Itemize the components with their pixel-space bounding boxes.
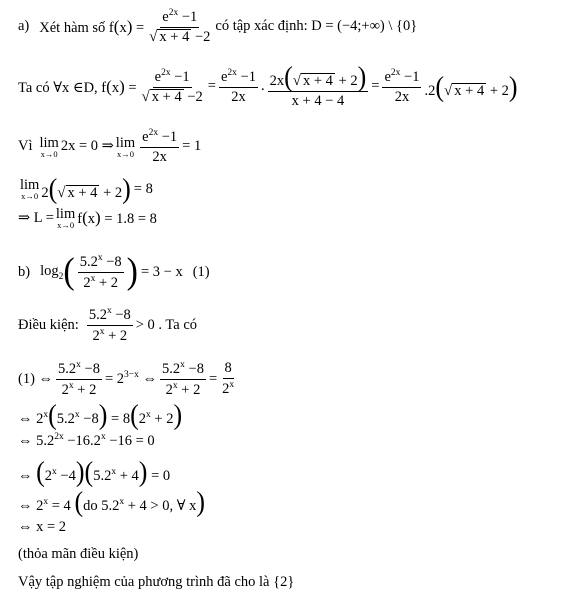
vi-text: Vì <box>18 138 33 155</box>
step1-frac-3: $\frac{8}{2^x}$ <box>222 360 235 397</box>
part-a-label: a) <box>18 18 30 35</box>
part-b-equation: b) $\log_2$ ( $\frac{5.2^x -8}{2^x + 2}$ ) = 3 − x (1) <box>18 251 210 292</box>
limit-line-2: lim x→0 2(√ x + 4 + 2) = 8 <box>20 172 153 205</box>
rewrite-frac-3: $\frac{2x(√ x + 4 + 2)}{x + 4 - 4}$ <box>269 60 367 110</box>
condition-satisfied <box>18 546 138 563</box>
lim-symbol: lim x→0 <box>115 134 136 159</box>
condition-tail: > 0 . Ta có <box>135 316 198 333</box>
step1-frac-2: $\frac{5.2^x -8}{2^x + 2}$ <box>162 360 204 398</box>
conclusion-text: Vậy tập nghiệm của phương trình đã cho là {2} <box>18 574 295 590</box>
limit-value-8: = 8 <box>133 180 153 197</box>
rewrite-frac-2: $\frac{e^{2x} -1}{2x}$ <box>220 68 256 105</box>
step-1: (1) ⇔ $\frac{5.2^x -8}{2^x + 2}$ = $2^{3-x}$ ⇔ $\frac{5.2^x -8}{2^x + 2}$ = $\frac{8}{2^x}$ <box>18 360 235 398</box>
domain-text: có tập xác định: D = (−4;+∞) \ {0} <box>215 18 418 35</box>
part-a-definition <box>18 8 417 46</box>
rewrite-line: Ta có ∀x ∈D, f(x) = $\frac{e^{2x} -1}{√ x + 4 -2}$ = $\frac{e^{2x} -1}{2x}$ . $\frac{2x(√ x + 4 + 2)}{x + 4 - 4}$ = $\frac{e^{2x} -1}{2x}$ .2(√ x + 4 + 2) <box>18 60 518 110</box>
L-result: ⇒ L = lim x→0 f(x) = 1.8 = 8 <box>18 206 157 230</box>
function-fraction: $\frac{e^{2x} -1}{√ x + 4 -2}$ <box>149 8 211 45</box>
condition-label: Điều kiện: <box>18 316 79 333</box>
step-4: ⇔ $(2^x -4)(5.2^x + 4) = 0$ <box>18 455 171 488</box>
condition-frac: $\frac{5.2^x -8}{2^x + 2}$ <box>88 306 131 344</box>
step-3: ⇔ $5.2^{2x} -16.2^x -16 = 0$ <box>18 432 155 449</box>
condition-satisfied-text: (thỏa mãn điều kiện) <box>18 546 139 562</box>
lim-symbol: lim x→0 <box>55 206 76 230</box>
equation-rhs: = 3 − x <box>140 263 183 280</box>
lim-symbol: lim x→0 <box>20 177 40 201</box>
rewrite-frac-1: $\frac{e^{2x} -1}{√ x + 4 -2}$ <box>141 68 203 105</box>
limit-frac: $\frac{e^{2x} -1}{2x}$ <box>142 128 178 165</box>
conclusion <box>18 574 294 591</box>
step-2: ⇔ $2^x(5.2^x -8) = 8(2^x + 2)$ <box>18 398 183 431</box>
rewrite-prefix: Ta có ∀x ∈D, f(x) = <box>18 76 137 96</box>
limit-value-1: = 1 <box>182 138 202 155</box>
step-5: ⇔ $2^x = 4$ (do $5.2^x + 4 > 0$, ∀ x) <box>18 485 206 518</box>
part-b-label: b) <box>18 263 31 280</box>
rewrite-frac-4: $\frac{e^{2x} -1}{2x}$ <box>384 68 420 105</box>
log-argument-frac: $\frac{5.2^x -8}{2^x + 2}$ <box>79 253 122 291</box>
limit-line-1: Vì lim x→0 2x = 0 ⇒ lim x→0 $\frac{e^{2x} -1}{2x}$ = 1 <box>18 128 202 165</box>
lim-symbol: lim x→0 <box>39 134 59 159</box>
step1-frac-1: $\frac{5.2^x -8}{2^x + 2}$ <box>58 360 100 398</box>
function-intro: Xét hàm số f(x) = <box>39 16 145 36</box>
condition-line <box>18 306 197 344</box>
equation-number: (1) <box>192 263 210 280</box>
step-6: ⇔ x = 2 <box>18 519 67 535</box>
